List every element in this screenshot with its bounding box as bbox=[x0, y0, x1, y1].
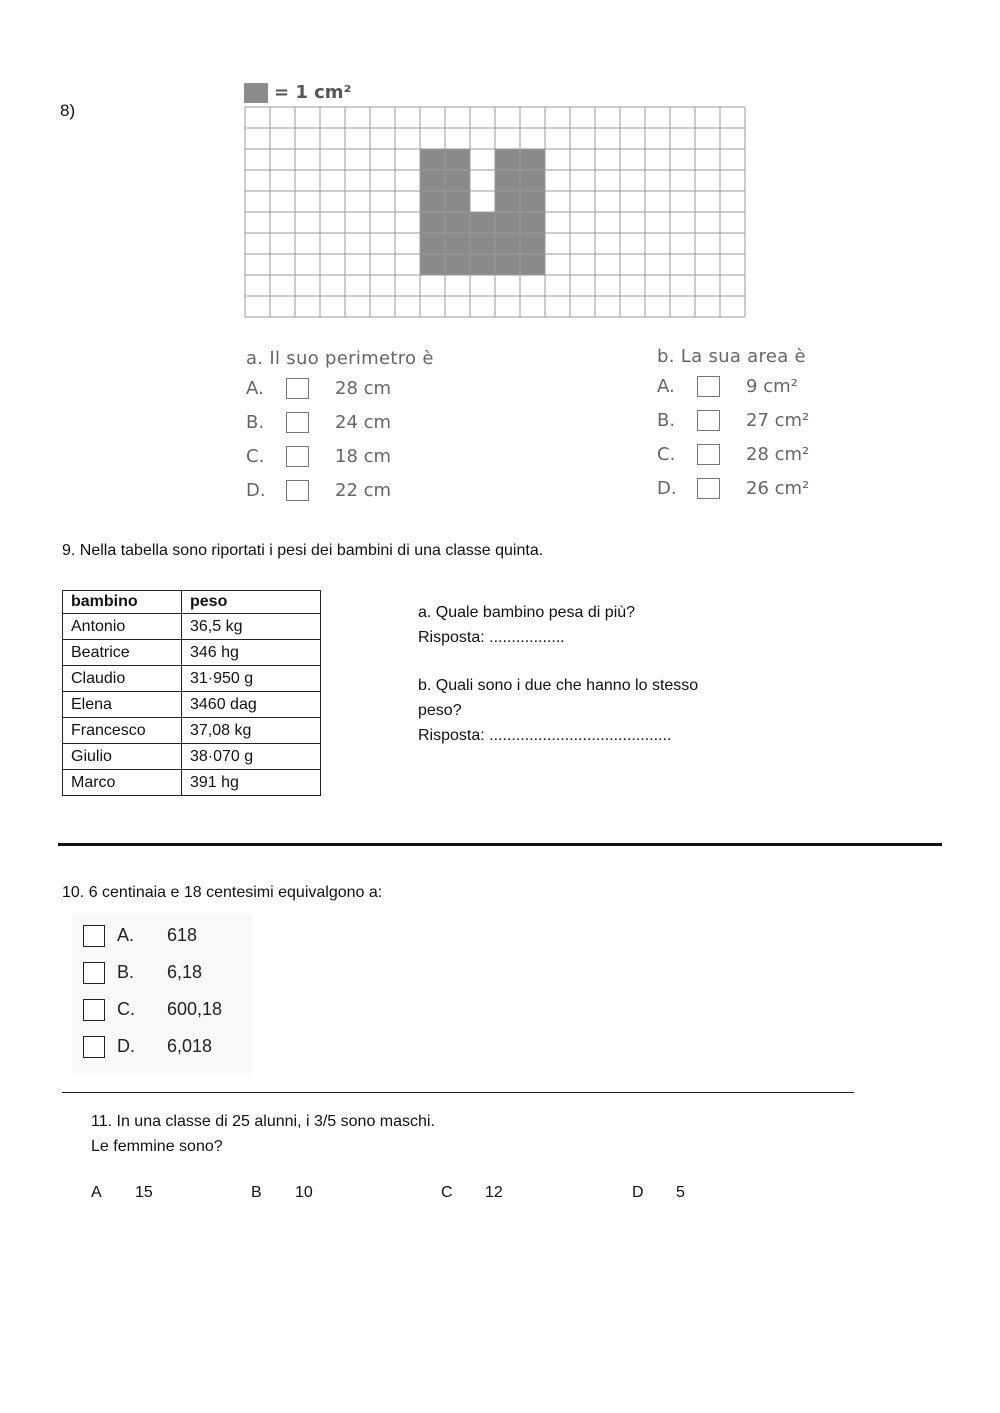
option-letter: C. bbox=[246, 445, 265, 467]
table-row bbox=[63, 640, 321, 666]
option-value: 18 cm bbox=[335, 445, 392, 467]
shaded-cell bbox=[445, 254, 470, 275]
q10-option-b[interactable] bbox=[72, 954, 252, 991]
shaded-cell bbox=[420, 254, 445, 275]
perimeter-question: a. Il suo perimetro è bbox=[246, 348, 434, 369]
option-value: 22 cm bbox=[335, 479, 392, 501]
shaded-cell bbox=[520, 191, 545, 212]
q11-option-c[interactable] bbox=[441, 1184, 503, 1202]
cell-weight: 346 hg bbox=[182, 640, 321, 666]
perimeter-option-b[interactable] bbox=[246, 405, 434, 439]
table-row bbox=[63, 744, 321, 770]
area-choices bbox=[657, 346, 809, 505]
table-row bbox=[63, 692, 321, 718]
perimeter-choices bbox=[246, 348, 434, 507]
perimeter-option-a[interactable] bbox=[246, 371, 434, 405]
question-9-subquestions bbox=[418, 600, 698, 748]
q11-option-a[interactable] bbox=[91, 1184, 153, 1202]
shaded-cell bbox=[520, 212, 545, 233]
option-value: 10 bbox=[295, 1184, 313, 1201]
shaded-cell bbox=[470, 254, 495, 275]
area-option-b[interactable] bbox=[657, 403, 809, 437]
q11-option-d[interactable] bbox=[632, 1184, 685, 1202]
perimeter-checkbox-d[interactable] bbox=[286, 480, 309, 501]
option-value: 15 bbox=[135, 1184, 153, 1201]
column-header-bambino: bambino bbox=[63, 591, 182, 614]
shaded-cell bbox=[420, 170, 445, 191]
option-value: 6,18 bbox=[167, 962, 203, 982]
option-letter: C. bbox=[657, 443, 676, 465]
shaded-cell bbox=[445, 191, 470, 212]
q11-option-b[interactable] bbox=[251, 1184, 313, 1202]
shaded-cell bbox=[495, 254, 520, 275]
option-value: 5 bbox=[676, 1184, 685, 1201]
answer-9b-line[interactable]: Risposta: ......................................... bbox=[418, 727, 672, 744]
question-11-line1: 11. In una classe di 25 alunni, i 3/5 sono maschi. bbox=[91, 1113, 435, 1130]
table-row bbox=[63, 718, 321, 744]
option-letter: D bbox=[632, 1184, 644, 1201]
question-11-text bbox=[91, 1109, 435, 1159]
area-checkbox-d[interactable] bbox=[697, 478, 720, 499]
cell-name: Beatrice bbox=[63, 640, 182, 666]
option-letter: B bbox=[251, 1184, 262, 1201]
q10-option-c[interactable] bbox=[72, 991, 252, 1028]
shaded-cell bbox=[445, 170, 470, 191]
option-letter: D. bbox=[117, 1036, 135, 1056]
shaded-cell bbox=[420, 191, 445, 212]
q10-checkbox-a[interactable] bbox=[83, 925, 105, 947]
perimeter-checkbox-a[interactable] bbox=[286, 378, 309, 399]
area-question: b. La sua area è bbox=[657, 346, 806, 367]
question-9b-cont: peso? bbox=[418, 702, 462, 719]
q10-option-a[interactable] bbox=[72, 917, 252, 954]
cell-name: Elena bbox=[63, 692, 182, 718]
cell-name: Antonio bbox=[63, 614, 182, 640]
cell-weight: 3460 dag bbox=[182, 692, 321, 718]
shaded-cell bbox=[520, 170, 545, 191]
section-divider bbox=[58, 843, 942, 846]
column-header-peso: peso bbox=[182, 591, 321, 614]
perimeter-option-d[interactable] bbox=[246, 473, 434, 507]
cell-weight: 37,08 kg bbox=[182, 718, 321, 744]
shaded-cell bbox=[420, 233, 445, 254]
shaded-cell bbox=[420, 212, 445, 233]
cell-name: Marco bbox=[63, 770, 182, 796]
option-letter: B. bbox=[657, 409, 676, 431]
option-letter: C bbox=[441, 1184, 453, 1201]
option-value: 26 cm² bbox=[746, 477, 810, 499]
shaded-cell bbox=[520, 149, 545, 170]
option-letter: D. bbox=[246, 479, 266, 501]
q10-checkbox-b[interactable] bbox=[83, 962, 105, 984]
legend-text: = 1 cm² bbox=[274, 82, 352, 103]
shaded-cell bbox=[495, 170, 520, 191]
cell-weight: 31·950 g bbox=[182, 666, 321, 692]
table-header-row bbox=[63, 591, 321, 614]
area-option-c[interactable] bbox=[657, 437, 809, 471]
option-value: 24 cm bbox=[335, 411, 392, 433]
shaded-cell bbox=[445, 149, 470, 170]
cell-weight: 391 hg bbox=[182, 770, 321, 796]
question-8-number: 8) bbox=[60, 101, 76, 120]
option-letter: D. bbox=[657, 477, 677, 499]
question-10-choices bbox=[72, 914, 252, 1074]
shaded-cell bbox=[420, 149, 445, 170]
weights-table bbox=[62, 590, 321, 796]
question-9-text: 9. Nella tabella sono riportati i pesi dei bambini di una classe quinta. bbox=[62, 542, 544, 559]
question-11-line2: Le femmine sono? bbox=[91, 1138, 223, 1155]
perimeter-checkbox-b[interactable] bbox=[286, 412, 309, 433]
shaded-cell bbox=[470, 233, 495, 254]
section-divider-thin bbox=[62, 1092, 854, 1093]
option-letter: A. bbox=[117, 925, 135, 945]
shaded-cell bbox=[520, 233, 545, 254]
option-letter: B. bbox=[246, 411, 265, 433]
question-9b: b. Quali sono i due che hanno lo stesso bbox=[418, 677, 699, 694]
cell-name: Francesco bbox=[63, 718, 182, 744]
perimeter-checkbox-c[interactable] bbox=[286, 446, 309, 467]
question-9a: a. Quale bambino pesa di più? bbox=[418, 604, 636, 621]
area-checkbox-c[interactable] bbox=[697, 444, 720, 465]
option-value: 27 cm² bbox=[746, 409, 810, 431]
table-row bbox=[63, 770, 321, 796]
option-letter: A bbox=[91, 1184, 102, 1201]
cell-weight: 36,5 kg bbox=[182, 614, 321, 640]
table-row bbox=[63, 666, 321, 692]
unit-legend bbox=[244, 82, 351, 103]
shaded-cell bbox=[445, 233, 470, 254]
perimeter-option-c[interactable] bbox=[246, 439, 434, 473]
option-value: 28 cm² bbox=[746, 443, 810, 465]
area-option-d[interactable] bbox=[657, 471, 809, 505]
shaded-cell bbox=[495, 212, 520, 233]
legend-swatch bbox=[244, 83, 268, 103]
shaded-cell bbox=[495, 149, 520, 170]
answer-9a-line[interactable]: Risposta: ................. bbox=[418, 629, 565, 646]
option-value: 600,18 bbox=[167, 999, 223, 1019]
cell-name: Giulio bbox=[63, 744, 182, 770]
cell-name: Claudio bbox=[63, 666, 182, 692]
shaded-cell bbox=[470, 212, 495, 233]
area-checkbox-b[interactable] bbox=[697, 410, 720, 431]
option-letter: C. bbox=[117, 999, 135, 1019]
shaded-cell bbox=[445, 212, 470, 233]
shaded-cell bbox=[495, 233, 520, 254]
q10-checkbox-c[interactable] bbox=[83, 999, 105, 1021]
option-letter: B. bbox=[117, 962, 135, 982]
option-value: 618 bbox=[167, 925, 198, 945]
shaded-cell bbox=[520, 254, 545, 275]
option-value: 6,018 bbox=[167, 1036, 213, 1056]
table-row bbox=[63, 614, 321, 640]
option-value: 9 cm² bbox=[746, 375, 798, 397]
question-10-text: 10. 6 centinaia e 18 centesimi equivalgono a: bbox=[62, 884, 383, 901]
cell-weight: 38·070 g bbox=[182, 744, 321, 770]
q10-option-d[interactable] bbox=[72, 1028, 252, 1065]
option-letter: A. bbox=[246, 377, 264, 399]
q10-checkbox-d[interactable] bbox=[83, 1036, 105, 1058]
shaded-cell bbox=[495, 191, 520, 212]
option-value: 12 bbox=[485, 1184, 503, 1201]
area-checkbox-a[interactable] bbox=[697, 376, 720, 397]
option-letter: A. bbox=[657, 375, 675, 397]
area-option-a[interactable] bbox=[657, 369, 809, 403]
square-grid bbox=[244, 106, 748, 322]
option-value: 28 cm bbox=[335, 377, 392, 399]
